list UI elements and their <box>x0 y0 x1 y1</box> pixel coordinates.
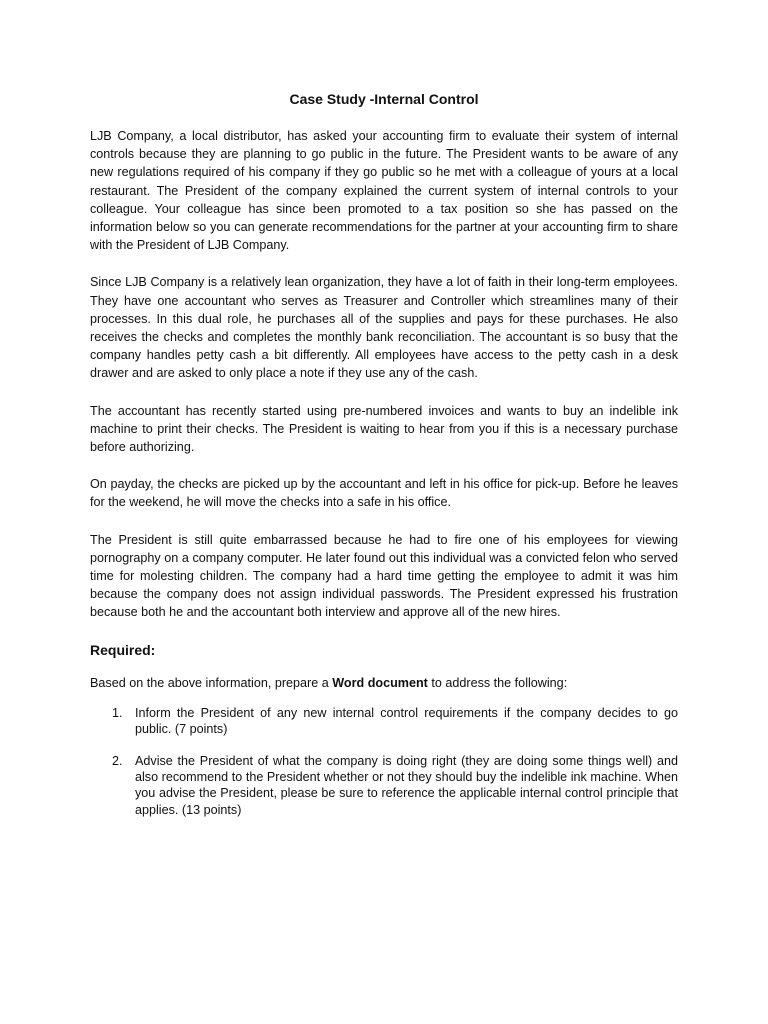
requirement-text: Advise the President of what the company is doing right (they are doing some things well) and also recommend to the President whether or not they should buy the indelible ink machine. When you advise the President, please be sure to reference the applicable internal control principle that applies. (13 points) <box>135 754 678 817</box>
instruction-emphasis: Word document <box>332 675 428 690</box>
paragraph-payday-checks: On payday, the checks are picked up by the accountant and left in his office for pick-up. Before he leaves for the weekend, he will move the checks into a safe in his office. <box>90 477 678 510</box>
instruction-prefix: Based on the above information, prepare a <box>90 675 333 690</box>
requirement-item <box>90 705 678 737</box>
paragraph-invoices-ink-machine: The accountant has recently started using pre-numbered invoices and wants to buy an indelible ink machine to print their checks. The President is waiting to hear from you if this is a necessary purchase before authorizing. <box>90 403 678 455</box>
instruction-text <box>90 674 678 692</box>
requirement-number: 2. <box>112 754 123 769</box>
paragraph-accountant-roles: Since LJB Company is a relatively lean organization, they have a lot of faith in their long-term employees. They have one accountant who serves as Treasurer and Controller which streamlines many of their processes. In this dual role, he purchases all of the supplies and pays for these purchases. He also receives the checks and completes the monthly bank reconciliation. The accountant is so busy that the company handles petty cash a bit differently. All employees have access to the petty cash in a desk drawer and are asked to only place a note if they use any of the cash. <box>90 275 678 381</box>
required-heading: Required: <box>90 641 156 658</box>
document-title: Case Study -Internal Control <box>289 91 479 107</box>
requirement-number: 1. <box>112 705 123 720</box>
requirements-list <box>90 705 678 818</box>
paragraph-employee-incident: The President is still quite embarrassed because he had to fire one of his employees for viewing pornography on a company computer. He later found out this individual was a convicted felon who served time for molesting children. The company had a hard time getting the employee to admit it was him because the company does not assign individual passwords. The President expressed his frustration because both he and the accountant both interview and approve all of the new hires. <box>90 532 678 620</box>
document-page <box>90 90 678 834</box>
paragraph-intro: LJB Company, a local distributor, has asked your accounting firm to evaluate their system of internal controls because they are planning to go public in the future. The President wants to be aware of any new regulations required of his company if they go public so he met with a colleague of yours at a local restaurant. The President of the company explained the current system of internal controls to your colleague. Your colleague has since been promoted to a tax position so she has passed on the information below so you can generate recommendations for the partner at your accounting firm to share with the President of LJB Company. <box>90 129 678 253</box>
instruction-suffix: to address the following: <box>427 675 568 690</box>
requirement-text: Inform the President of any new internal control requirements if the company decides to go public. (7 points) <box>135 705 678 736</box>
requirement-item <box>90 753 678 818</box>
